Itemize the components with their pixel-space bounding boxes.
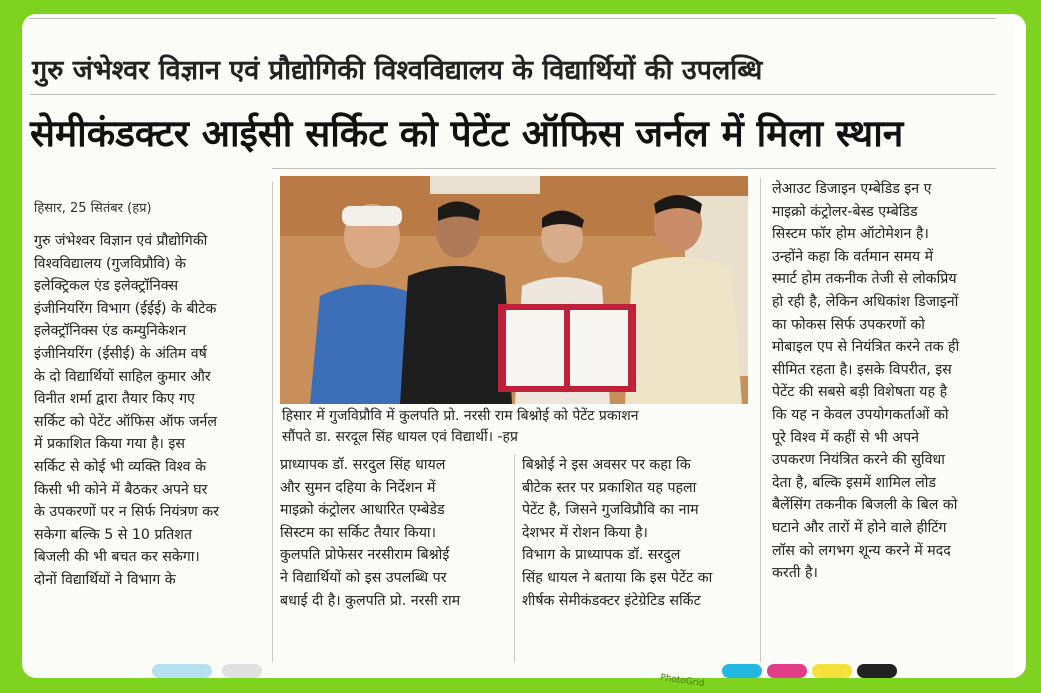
article-line: बैलेंसिंग तकनीक बिजली के बिल को [772,497,958,514]
article-line: करती है। [772,565,818,582]
article-column-2 [280,454,508,612]
kicker-headline: गुरु जंभेश्वर विज्ञान एवं प्रौद्योगिकी विश्वविद्यालय के विद्यार्थियों की उपलब्धि [32,55,763,86]
main-headline: सेमीकंडक्टर आईसी सर्किट को पेटेंट ऑफिस जर्नल में मिला स्थान [30,112,904,155]
article-line: लेआउट डिजाइन एम्बेडिड इन ए [772,181,932,197]
watermark: PhotoGrid [659,672,706,690]
print-color-mark [222,664,262,678]
photo-illustration [280,176,748,404]
article-line: इंजीनियरिंग (ईसीई) के अंतिम वर्ष [34,345,207,362]
article-line: बधाई दी है। कुलपति प्रो. नरसी राम [280,592,461,609]
print-color-mark [722,664,762,678]
article-line: देशभर में रोशन किया है। [522,524,648,541]
article-line: माइक्रो कंट्रोलर आधारित एम्बेडेड [280,502,445,519]
article-line: सर्किट से कोई भी व्यक्ति विश्व के [34,458,206,475]
top-rule [30,18,996,19]
article-line: लॉस को लगभग शून्य करने में मदद [772,542,951,559]
newspaper-clipping [22,14,1026,678]
article-line: इलेक्ट्रॉनिक्स एंड कम्युनिकेशन [34,323,187,340]
article-line: कि यह न केवल उपयोगकर्ताओं को [772,406,949,423]
article-line: सकेगा बल्कि 5 से 10 प्रतिशत [34,526,193,543]
article-line: पेटेंट की सबसे बड़ी विशेषता यह है [772,384,948,401]
column-divider-3 [760,178,761,662]
article-line: ने विद्यार्थियों को इस उपलब्धि पर [280,569,447,586]
article-line: स्मार्ट होम तकनीक तेजी से लोकप्रिय [772,271,957,288]
article-line: शीर्षक सेमीकंडक्टर इंटेग्रेटिड सर्किट [522,592,701,609]
article-line: सिस्टम का सर्किट तैयार किया। [280,524,436,541]
article-line: दोनों विद्यार्थियों ने विभाग के [34,571,176,588]
article-line: विनीत शर्मा द्वारा तैयार किए गए [34,391,195,408]
article-line: इलेक्ट्रिकल एंड इलेक्ट्रॉनिक्स [34,278,179,295]
article-line: का फोकस सिर्फ उपकरणों को [772,316,925,333]
article-line: गुरु जंभेश्वर विज्ञान एवं प्रौद्योगिकी [34,233,208,249]
print-color-mark [857,664,897,678]
article-column-1 [34,230,268,592]
article-line: बिजली की भी बचत कर सकेगा। [34,549,200,566]
print-color-mark [767,664,807,678]
article-line: इंजीनियरिंग विभाग (ईईई) के बीटेक [34,300,217,317]
article-line: मोबाइल एप से नियंत्रित करने तक ही [772,339,960,356]
article-line: हो रही है, लेकिन अधिकांश डिजाइनों [772,293,959,310]
column-divider-2 [514,454,515,662]
dateline: हिसार, 25 सितंबर (हप्र) [34,201,152,216]
article-line: बीटेक स्तर पर प्रकाशित यह पहला [522,479,697,496]
article-line: घटाने और तारों में होने वाले हीटिंग [772,519,947,536]
article-line: के दो विद्यार्थियों साहिल कुमार और [34,368,211,385]
article-line: बिश्नोई ने इस अवसर पर कहा कि [522,457,691,473]
adjacent-article-edge [1014,14,1026,678]
caption-line-1: हिसार में गुजविप्रौवि में कुलपति प्रो. नरसी राम बिश्नोई को पेटेंट प्रकाशन [282,408,639,424]
photo-caption [282,406,752,448]
article-line: उन्होंने कहा कि वर्तमान समय में [772,248,934,265]
article-line: देता है, बल्कि इसमें शामिल लोड [772,474,936,491]
article-line: कुलपति प्रोफेसर नरसीराम बिश्नोई [280,547,450,564]
print-color-mark [812,664,852,678]
article-line: पेटेंट है, जिसने गुजविप्रौवि का नाम [522,502,699,519]
article-line: पूरे विश्व में कहीं से भी अपने [772,429,920,446]
article-line: में प्रकाशित किया गया है। इस [34,436,185,453]
article-line: सिंह धायल ने बताया कि इस पेटेंट का [522,569,713,586]
kicker-rule [30,94,996,95]
article-line: और सुमन दहिया के निर्देशन में [280,479,436,496]
article-line: सीमित रहता है। इसके विपरीत, इस [772,361,952,378]
news-photo [280,176,748,404]
article-line: माइक्रो कंट्रोलर-बेस्ड एम्बेडिड [772,203,918,220]
article-line: किसी भी कोने में बैठकर अपने घर [34,481,208,498]
caption-line-2: सौंपते डा. सरदूल सिंह धायल एवं विद्यार्थी। -हप्र [282,429,518,445]
print-color-mark [152,664,212,678]
article-line: सर्किट को पेटेंट ऑफिस ऑफ जर्नल [34,413,217,430]
article-line: प्राध्यापक डॉ. सरदुल सिंह धायल [280,457,446,473]
article-column-3 [522,454,750,612]
headline-rule [272,168,996,169]
article-line: के उपकरणों पर न सिर्फ नियंत्रण कर [34,504,219,521]
article-line: विश्वविद्यालय (गुजविप्रौवि) के [34,255,186,272]
column-divider-1 [272,182,273,662]
article-column-4 [772,178,998,585]
article-line: विभाग के प्राध्यापक डॉ. सरदुल [522,547,681,564]
article-line: सिस्टम फॉर होम ऑटोमेशन है। [772,226,929,243]
article-line: उपकरण नियंत्रित करने की सुविधा [772,452,945,469]
